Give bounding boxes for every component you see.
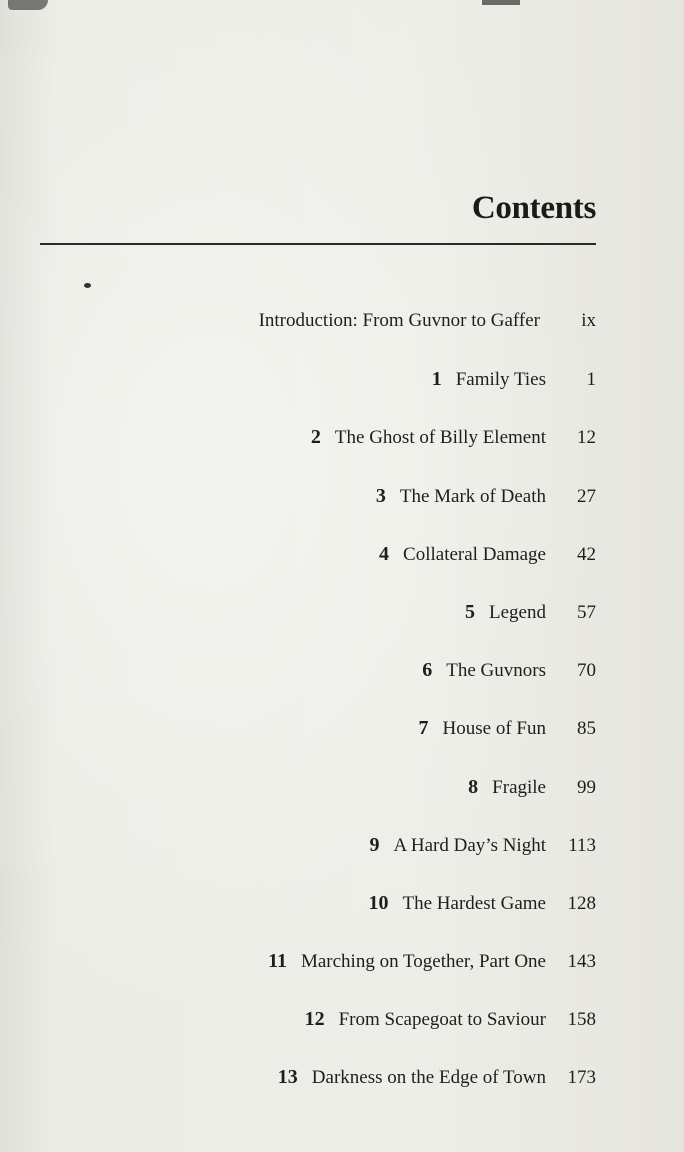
toc-entry-title: Legend bbox=[489, 601, 546, 623]
toc-entry bbox=[36, 776, 596, 834]
toc-entry bbox=[36, 659, 596, 717]
toc-entry-title: Collateral Damage bbox=[403, 543, 546, 565]
toc-entry bbox=[36, 485, 596, 543]
toc-entry-page: 70 bbox=[577, 660, 596, 682]
toc-entry-page: 27 bbox=[577, 485, 596, 507]
toc-entry-number: 11 bbox=[268, 950, 287, 973]
toc-entry-page: 85 bbox=[577, 718, 596, 740]
page-edge-mark bbox=[8, 0, 48, 10]
toc-entry-number: 6 bbox=[422, 659, 433, 682]
toc-entry-title: A Hard Day’s Night bbox=[393, 834, 546, 856]
toc-entry-number: 9 bbox=[369, 833, 380, 856]
toc-entry-number: 5 bbox=[465, 600, 476, 623]
toc-entry-page: 158 bbox=[567, 1009, 596, 1031]
toc-entry-page: 1 bbox=[586, 369, 596, 391]
toc-entry-number: 10 bbox=[368, 891, 389, 914]
toc-entry bbox=[36, 950, 596, 1008]
toc-entry bbox=[36, 717, 596, 775]
toc-entry bbox=[36, 426, 596, 484]
table-of-contents bbox=[36, 310, 596, 1125]
toc-entry-number: 8 bbox=[468, 775, 479, 798]
page-title: Contents bbox=[471, 190, 596, 226]
toc-entry-page: 143 bbox=[567, 951, 596, 973]
toc-entry bbox=[36, 1066, 596, 1124]
toc-entry-number: 4 bbox=[379, 542, 390, 565]
toc-entry bbox=[36, 368, 596, 426]
toc-entry bbox=[36, 601, 596, 659]
toc-entry bbox=[36, 543, 596, 601]
toc-entry-title: Family Ties bbox=[455, 369, 546, 391]
toc-entry-page: 128 bbox=[567, 892, 596, 914]
page-edge-mark bbox=[482, 0, 520, 5]
toc-entry-title: Introduction: From Guvnor to Gaffer bbox=[258, 310, 540, 331]
toc-entry-title: Marching on Together, Part One bbox=[300, 951, 546, 973]
toc-entry bbox=[36, 834, 596, 892]
toc-entry-page: 42 bbox=[577, 543, 596, 565]
toc-entry-page: 113 bbox=[568, 834, 596, 856]
toc-entry-title: The Mark of Death bbox=[399, 485, 546, 507]
toc-entry-page: 57 bbox=[577, 601, 596, 623]
toc-entry-number: 7 bbox=[418, 717, 429, 740]
toc-entry-page: 173 bbox=[567, 1067, 596, 1089]
toc-entry-title: From Scapegoat to Saviour bbox=[338, 1009, 546, 1031]
toc-entry bbox=[36, 892, 596, 950]
toc-entry-number: 13 bbox=[277, 1066, 298, 1089]
toc-entry-page: 12 bbox=[577, 427, 596, 449]
toc-entry-page: 99 bbox=[577, 776, 596, 798]
toc-entry-page: ix bbox=[581, 310, 596, 331]
toc-entry-introduction bbox=[36, 310, 596, 368]
toc-entry-title: The Hardest Game bbox=[402, 892, 546, 914]
ink-speck bbox=[84, 283, 91, 288]
toc-entry-title: Fragile bbox=[492, 776, 546, 798]
toc-entry-number: 12 bbox=[304, 1008, 325, 1031]
toc-entry bbox=[36, 1008, 596, 1066]
toc-entry-number: 1 bbox=[431, 368, 442, 391]
toc-entry-title: The Ghost of Billy Element bbox=[334, 427, 546, 449]
title-rule bbox=[40, 243, 596, 245]
toc-entry-number: 2 bbox=[310, 426, 321, 449]
toc-entry-title: The Guvnors bbox=[446, 660, 546, 682]
toc-entry-title: Darkness on the Edge of Town bbox=[311, 1067, 546, 1089]
toc-entry-title: House of Fun bbox=[442, 718, 546, 740]
toc-entry-number: 3 bbox=[375, 484, 386, 507]
